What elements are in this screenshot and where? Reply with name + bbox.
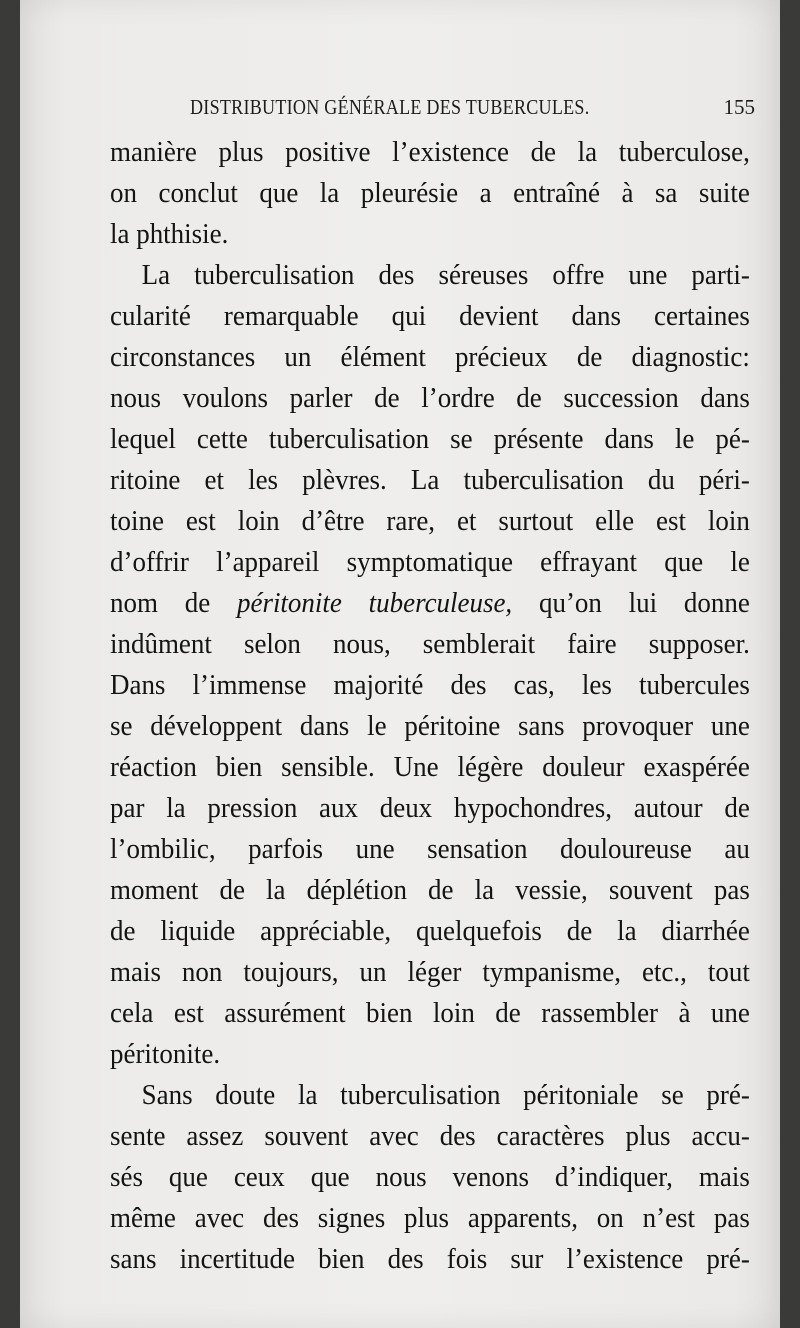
text-line: par la pression aux deux hypochondres, autour de — [110, 792, 750, 824]
text-line: moment de la déplétion de la vessie, souvent pas — [110, 874, 750, 906]
text-line: lequel cette tuberculisation se présente dans le pé- — [110, 423, 750, 455]
text-line: cularité remarquable qui devient dans certaines — [110, 300, 750, 332]
text-line: sés que ceux que nous venons d’indiquer, mais — [110, 1161, 750, 1193]
text-line: cela est assurément bien loin de rassembler à une — [110, 997, 750, 1029]
text-line: mais non toujours, un léger tympanisme, etc., tout — [110, 956, 750, 988]
text-line: circonstances un élément précieux de diagnostic: — [110, 341, 750, 373]
text-line: réaction bien sensible. Une légère douleur exaspérée — [110, 751, 750, 783]
text-line: La tuberculisation des séreuses offre une parti- — [141, 259, 750, 291]
body-text — [110, 132, 750, 1280]
text-line: manière plus positive l’existence de la tuberculose, — [110, 136, 750, 168]
text-line: Sans doute la tuberculisation péritoniale se pré- — [141, 1079, 750, 1111]
text-fragment: qu’on lui donne — [538, 587, 750, 619]
text-line: Dans l’immense majorité des cas, les tubercules — [110, 669, 750, 701]
text-line: nous voulons parler de l’ordre de succession dans — [110, 382, 750, 414]
text-fragment: nom de — [110, 587, 211, 619]
text-line: sans incertitude bien des fois sur l’existence pré- — [110, 1243, 750, 1275]
text-line: sente assez souvent avec des caractères plus accu- — [110, 1120, 750, 1152]
page-header — [190, 95, 755, 121]
text-line: on conclut que la pleurésie a entraîné à sa suite — [110, 177, 750, 209]
text-line: de liquide appréciable, quelquefois de la diarrhée — [110, 915, 750, 947]
text-line: la phthisie. — [110, 218, 229, 250]
text-line: d’offrir l’appareil symptomatique effrayant que le — [110, 546, 750, 578]
running-title: DISTRIBUTION GÉNÉRALE DES TUBERCULES. — [190, 95, 590, 119]
text-line: indûment selon nous, semblerait faire supposer. — [110, 628, 750, 660]
text-line-with-italic — [110, 583, 750, 624]
text-line: toine est loin d’être rare, et surtout elle est loin — [110, 505, 750, 537]
italic-term: péritonite tuberculeuse, — [236, 587, 513, 619]
text-line: se développent dans le péritoine sans provoquer une — [110, 710, 750, 742]
text-line: l’ombilic, parfois une sensation douloureuse au — [110, 833, 750, 865]
text-line: même avec des signes plus apparents, on n’est pas — [110, 1202, 750, 1234]
book-page — [20, 0, 780, 1328]
text-line: péritonite. — [110, 1038, 221, 1070]
text-line: ritoine et les plèvres. La tuberculisation du péri- — [110, 464, 750, 496]
page-number: 155 — [723, 95, 755, 119]
